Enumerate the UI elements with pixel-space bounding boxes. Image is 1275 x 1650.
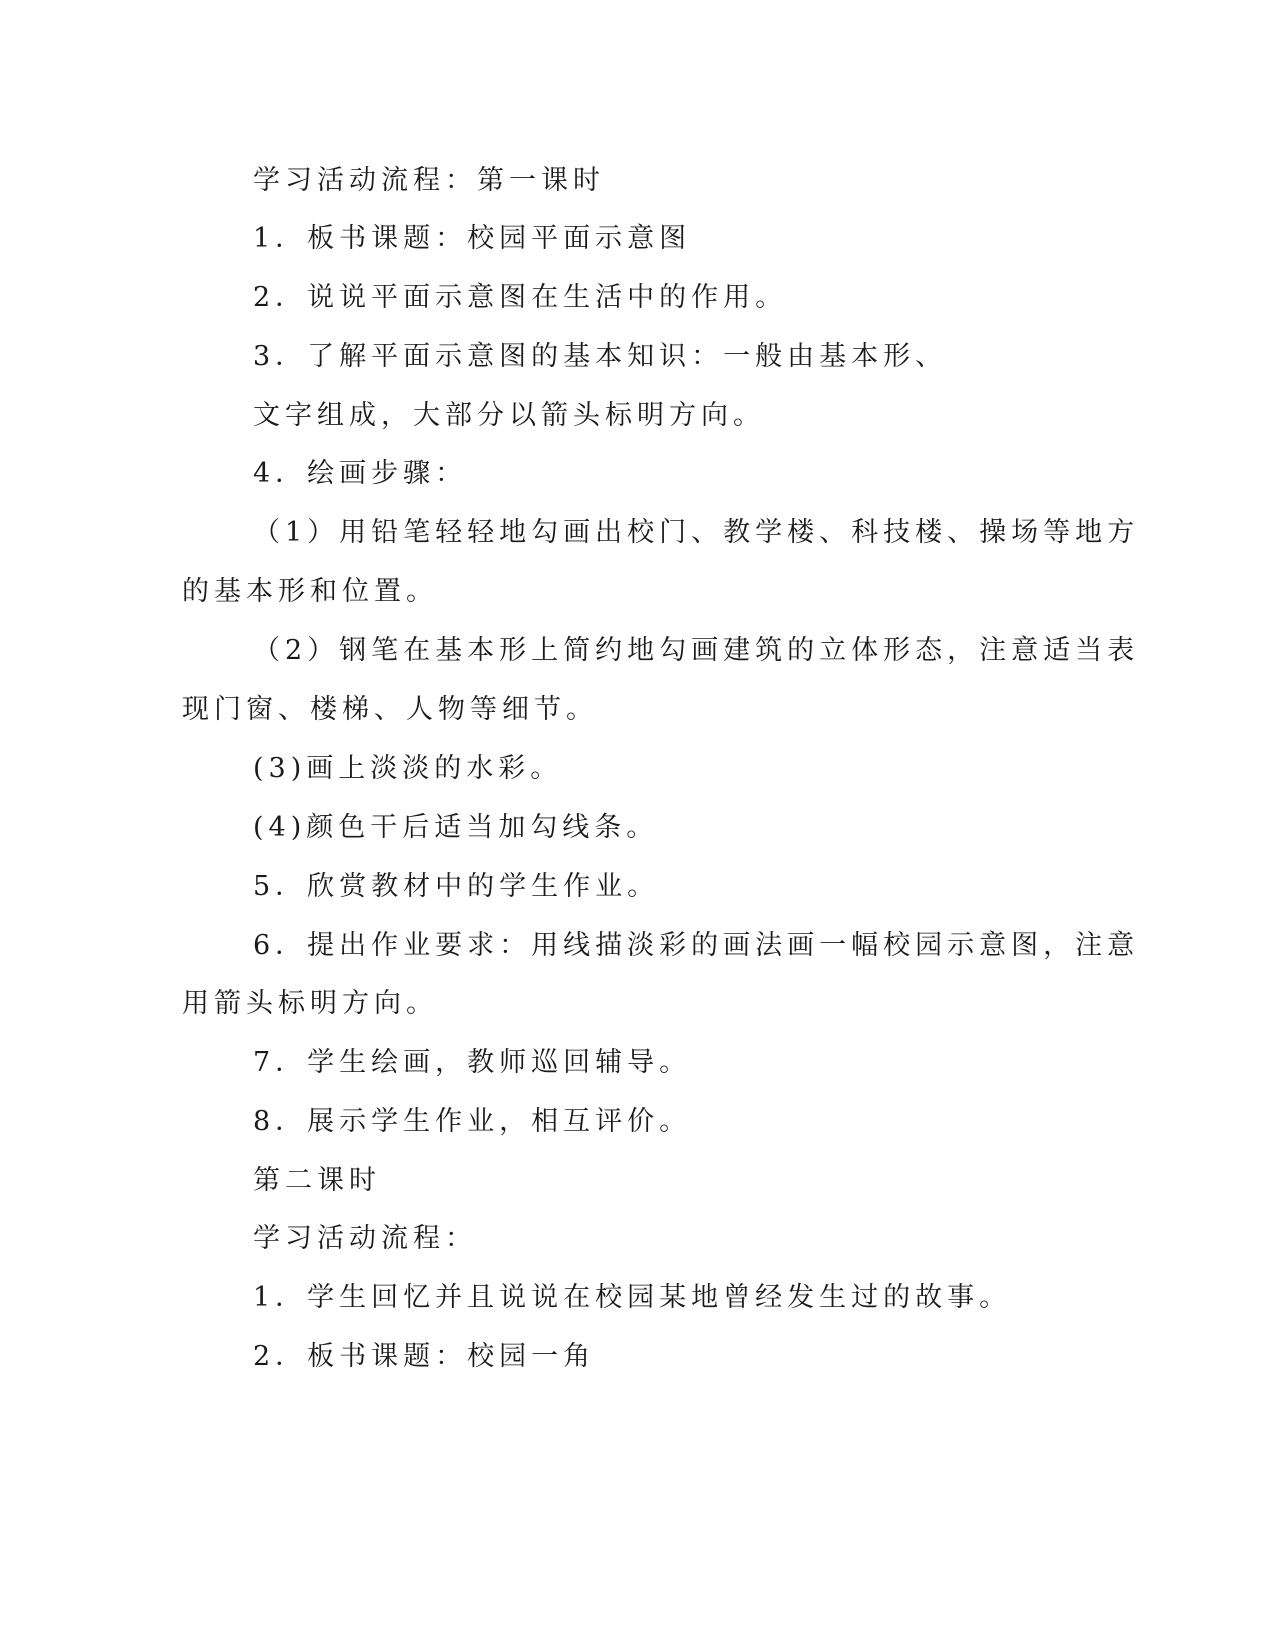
text-line: 4．绘画步骤： xyxy=(253,458,468,489)
text-line: （1）用铅笔轻轻地勾画出校门、教学楼、科技楼、操场等地方 xyxy=(253,517,1140,548)
text-line: 7．学生绘画，教师巡回辅导。 xyxy=(253,1047,692,1078)
text-line: 第二课时 xyxy=(253,1165,381,1196)
text-line: (3)画上淡淡的水彩。 xyxy=(253,753,563,784)
text-line: 1．学生回忆并且说说在校园某地曾经发生过的故事。 xyxy=(253,1282,1012,1313)
text-line: 文字组成，大部分以箭头标明方向。 xyxy=(253,400,765,431)
text-line: 学习活动流程： xyxy=(253,1223,477,1254)
text-line: 2．板书课题：校园一角 xyxy=(253,1341,596,1372)
text-line: 1．板书课题：校园平面示意图 xyxy=(253,223,692,254)
text-line: 8．展示学生作业，相互评价。 xyxy=(253,1106,692,1137)
text-line: (4)颜色干后适当加勾线条。 xyxy=(253,812,659,843)
text-line: 2．说说平面示意图在生活中的作用。 xyxy=(253,282,788,313)
text-line: 的基本形和位置。 xyxy=(182,576,438,607)
text-line: 用箭头标明方向。 xyxy=(182,988,438,1019)
text-line: 5．欣赏教材中的学生作业。 xyxy=(253,871,660,902)
text-line: 3．了解平面示意图的基本知识：一般由基本形、 xyxy=(253,341,948,372)
text-line: 6．提出作业要求：用线描淡彩的画法画一幅校园示意图，注意 xyxy=(253,930,1140,961)
text-line: （2）钢笔在基本形上简约地勾画建筑的立体形态，注意适当表 xyxy=(253,635,1140,666)
text-line: 现门窗、楼梯、人物等细节。 xyxy=(182,694,598,725)
text-line: 学习活动流程：第一课时 xyxy=(253,165,605,196)
